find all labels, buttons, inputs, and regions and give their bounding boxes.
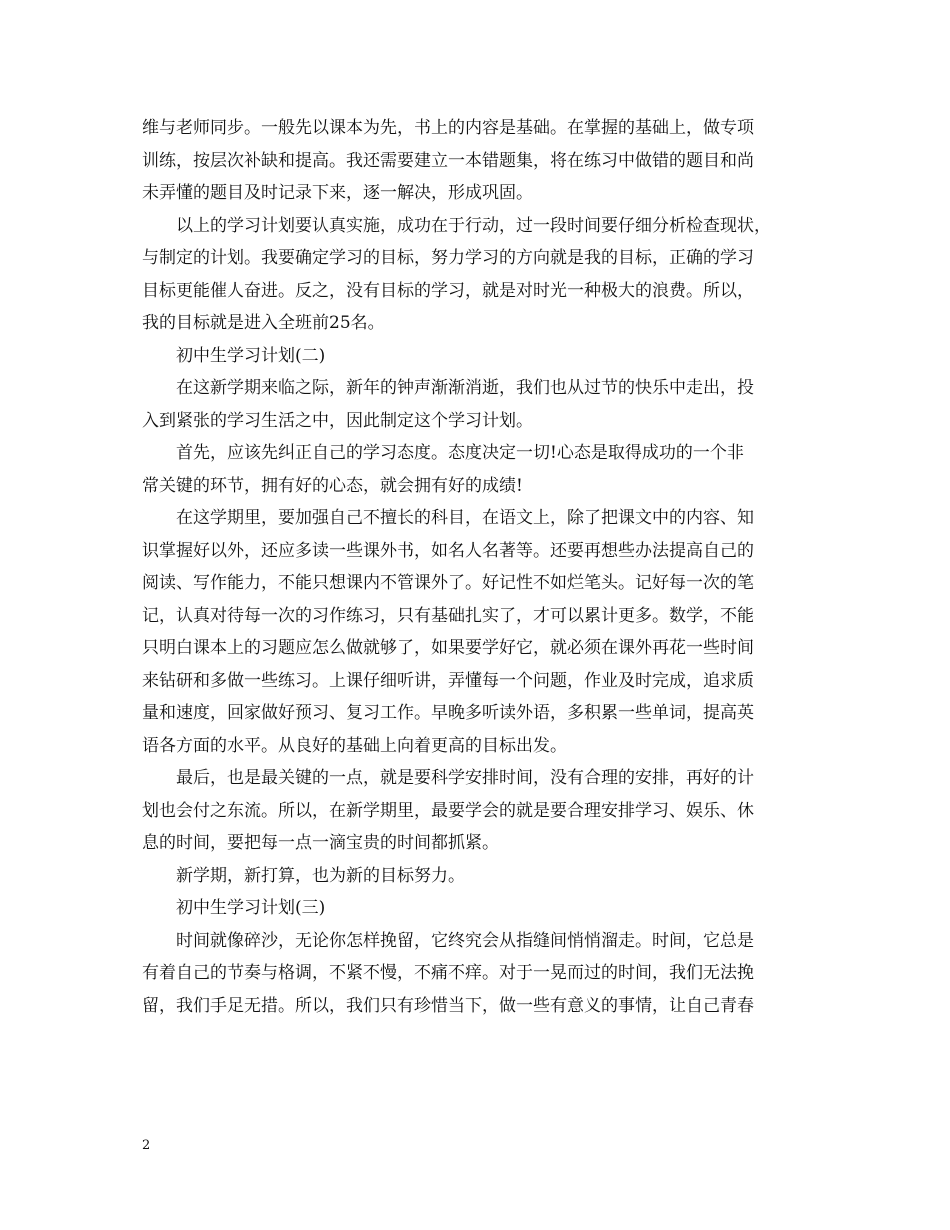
text-line: 来钻研和多做一些练习。上课仔细听讲，弄懂每一个问题，作业及时完成，追求质 [142, 670, 754, 691]
text-line: 时间就像碎沙，无论你怎样挽留，它终究会从指缝间悄悄溜走。时间，它总是 [176, 930, 754, 951]
text-line: 常关键的环节，拥有好的心态，就会拥有好的成绩! [142, 475, 523, 496]
text-line: 划也会付之东流。所以，在新学期里，最要学会的就是要合理安排学习、娱乐、休 [142, 800, 754, 821]
text-line: 量和速度，回家做好预习、复习工作。早晚多听读外语，多积累一些单词，提高英 [142, 703, 754, 723]
text-line: 我的目标就是进入全班前25名。 [142, 313, 385, 333]
text-line: 语各方面的水平。从良好的基础上向着更高的目标出发。 [142, 735, 567, 756]
text-line: 初中生学习计划(三) [176, 898, 326, 918]
text-line: 未弄懂的题目及时记录下来，逐一解决，形成巩固。 [142, 183, 533, 203]
text-line: 维与老师同步。一般先以课本为先，书上的内容是基础。在掌握的基础上，做专项 [142, 118, 754, 138]
text-line: 有着自己的节奏与格调，不紧不慢，不痛不痒。对于一晃而过的时间，我们无法挽 [142, 963, 754, 983]
text-line: 在这学期里，要加强自己不擅长的科目，在语文上，除了把课文中的内容、知 [176, 508, 754, 528]
text-line: 初中生学习计划(二) [176, 345, 326, 366]
text-line: 最后，也是最关键的一点，就是要科学安排时间，没有合理的安排，再好的计 [176, 768, 754, 788]
text-line: 首先，应该先纠正自己的学习态度。态度决定一切!心态是取得成功的一个非 [176, 443, 744, 463]
page-number: 2 [142, 1138, 151, 1153]
text-line: 识掌握好以外，还应多读一些课外书，如名人名著等。还要再想些办法提高自己的 [142, 540, 754, 561]
text-line: 目标更能催人奋进。反之，没有目标的学习，就是对时光一种极大的浪费。所以， [142, 280, 754, 301]
text-line: 留，我们手足无措。所以，我们只有珍惜当下，做一些有意义的事情，让自己青春 [142, 995, 754, 1016]
text-line: 记，认真对待每一次的习作练习，只有基础扎实了，才可以累计更多。数学，不能 [142, 605, 754, 626]
text-line: 新学期，新打算，也为新的目标努力。 [176, 865, 465, 886]
text-line: 以上的学习计划要认真实施，成功在于行动，过一段时间要仔细分析检查现状， [176, 215, 771, 236]
text-line: 在这新学期来临之际，新年的钟声渐渐消逝，我们也从过节的快乐中走出，投 [176, 378, 754, 398]
body-text [142, 112, 818, 1022]
text-line: 入到紧张的学习生活之中，因此制定这个学习计划。 [142, 410, 533, 431]
text-line: 息的时间，要把每一点一滴宝贵的时间都抓紧。 [142, 833, 499, 853]
text-line: 阅读、写作能力，不能只想课内不管课外了。好记性不如烂笔头。记好每一次的笔 [142, 573, 754, 593]
text-line: 训练，按层次补缺和提高。我还需要建立一本错题集，将在练习中做错的题目和尚 [142, 150, 754, 171]
text-line: 只明白课本上的习题应怎么做就够了，如果要学好它，就必须在课外再花一些时间 [142, 638, 754, 658]
text-line: 与制定的计划。我要确定学习的目标，努力学习的方向就是我的目标，正确的学习 [142, 248, 754, 268]
